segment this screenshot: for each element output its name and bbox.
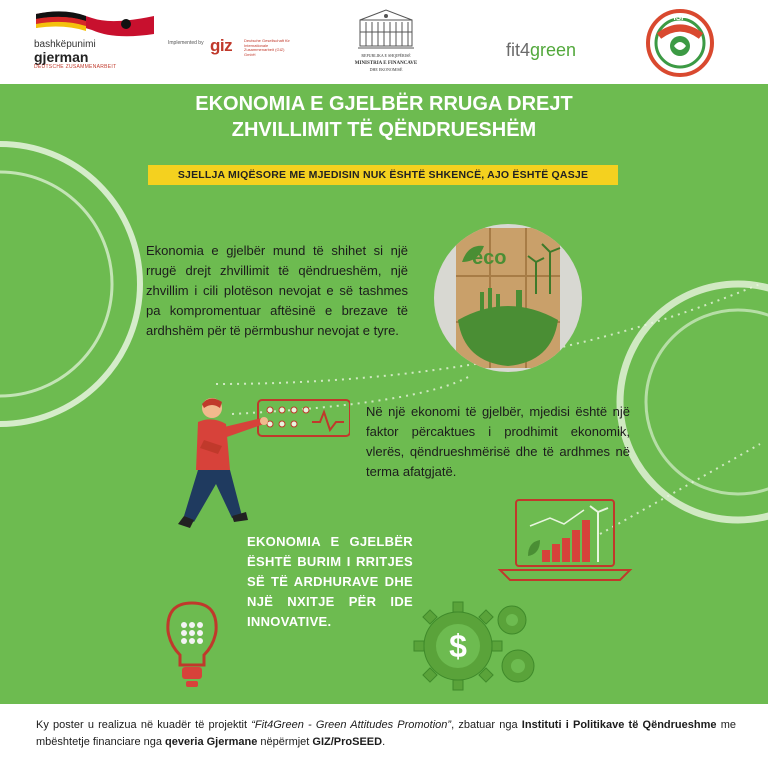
giz-mark: giz	[210, 36, 233, 55]
giz-logo	[168, 36, 293, 60]
poster-title	[0, 91, 768, 144]
giz-subtitle: Deutsche Gesellschaft für Internationale Zusammenarbeit (GIZ) GmbH	[244, 38, 290, 57]
footer-t3: , zbatuar nga	[451, 719, 522, 731]
footer-credits	[36, 717, 736, 751]
paragraph-income-growth: EKONOMIA E GJELBËR ËSHTË BURIM I RRITJES SË TË ARDHURAVE DHE NJË NXITJE PËR IDE INNOVATIVE.	[247, 534, 413, 629]
gears-dollar-icon	[410, 594, 540, 694]
eco-blocks-image	[432, 222, 584, 374]
footer-t7: nëpërmjet	[257, 736, 313, 748]
poster-panel	[0, 84, 768, 704]
fit4green-part2: green	[530, 40, 577, 60]
partner-logo-line2: gjerman	[34, 49, 89, 65]
flags-ribbon-icon	[34, 8, 156, 38]
poster-tagline: SJELLJA MIQËSORE ME MJEDISIN NUK ËSHTË SHKENCË, AJO ËSHTË QASJE	[148, 165, 618, 185]
paragraph-environment-factor: Në një ekonomi të gjelbër, mjedisi është një faktor përcaktues i prodhimit ekonomik, vlerës, qëndrueshmërisë dhe të ardhmes në terma afatgjatë.	[366, 404, 630, 479]
poster-title-line1: EKONOMIA E GJELBËR RRUGA DREJT	[195, 93, 573, 115]
footer-t9: .	[382, 736, 386, 748]
footer-institute: Instituti i Politikave të Qëndrueshme	[521, 719, 717, 731]
header-logos	[0, 0, 768, 84]
german-cooperation-logo	[34, 8, 156, 74]
laptop-growth-chart-illustration	[490, 496, 640, 586]
fit4green-logo	[506, 40, 576, 61]
paragraph-green-economy-definition: Ekonomia e gjelbër mund të shihet si një rrugë drejt zhvillimit të qëndrueshëm, një zhvillim i cili plotëson nevojat e së tashmes pa kompromentuar aftësinë e brezave të ardhshëm për të përmbushur nevojat e tyre.	[146, 243, 408, 338]
dollar-sign: $	[449, 628, 467, 664]
footer-project-name: “Fit4Green - Green Attitudes Promotion”	[251, 719, 452, 731]
footer-t1: Ky poster u realizua në kuadër të projektit	[36, 719, 252, 731]
fit4green-part1: fit4	[506, 40, 531, 60]
isp-logo-top: ISP	[673, 13, 687, 22]
ministry-line3: DHE EKONOMISË	[369, 67, 403, 72]
ministry-building-icon	[356, 6, 416, 50]
ministry-line2: MINISTRIA E FINANCAVE	[354, 61, 418, 66]
giz-implemented-by: Implemented by	[168, 40, 204, 46]
eco-text: eco	[472, 247, 507, 269]
footer-government: qeveria Gjermane	[165, 736, 258, 748]
ministry-line1: REPUBLIKA E SHQIPËRISË	[361, 53, 411, 58]
poster-title-line2: ZHVILLIMIT TË QËNDRUESHËM	[231, 119, 537, 142]
footer-program: GIZ/ProSEED	[312, 736, 383, 748]
partner-logo-line3: DEUTSCHE ZUSAMMENARBEIT	[34, 64, 117, 70]
light-bulb-icon	[162, 599, 222, 691]
footer-t5: me mbështetje financiare nga	[36, 719, 736, 748]
isp-logo	[645, 8, 715, 78]
person-control-panel-illustration	[150, 394, 350, 554]
partner-logo-line1: bashkëpunimi	[34, 39, 96, 50]
ministry-logo	[353, 6, 419, 80]
